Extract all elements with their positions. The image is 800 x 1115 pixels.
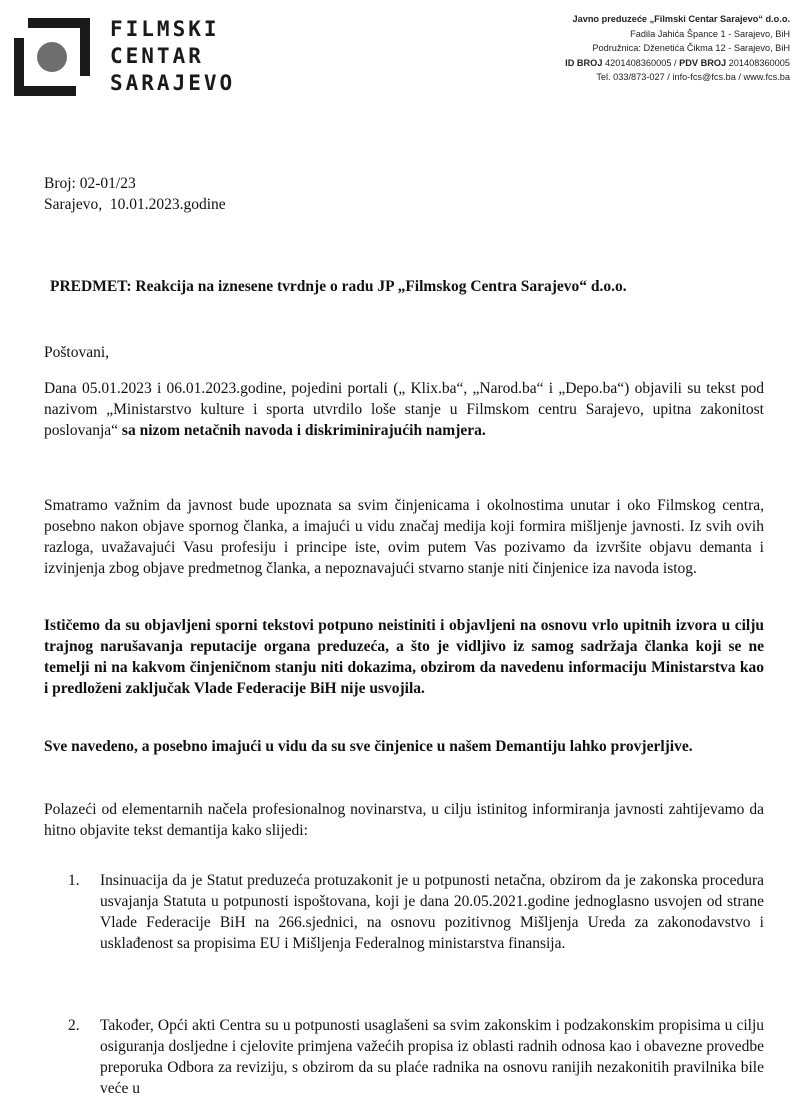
document-number: Broj: 02-01/23 [44,175,136,192]
logo-line-1: FILMSKI [110,17,220,41]
id-label: ID BROJ [565,57,603,68]
company-details [460,12,790,85]
id-value: 4201408360005 [605,57,672,68]
company-branch: Podružnica: Dženetića Čikma 12 - Sarajevo, BiH [592,43,790,54]
logo-line-3: SARAJEVO [110,71,236,95]
list-item [68,870,764,954]
document-meta [44,173,226,215]
pdv-label: PDV BROJ [679,57,727,68]
list-item-text: Insinuacija da je Statut preduzeća protuzakonit je u potpunosti netačna, obzirom da je zakonska procedura usvajanja Statuta u potpunosti ispoštovana, koji je dana 20.05.2021.godine jednoglasno usvojen od strane Vlade Federacije BiH na 266.sjednici, na osnovu pozitivnog Mišljenja Ureda za zakonodavstvo i usklađenost sa propisima EU i Mišljenja Federalnog ministarstva finansija. [100,872,764,952]
paragraph-2: Smatramo važnim da javnost bude upoznata sa svim činjenicama i okolnostima unutar i oko Filmskog centra, posebno nakon objave spornog članka, a imajući u vidu značaj medija koji formira mišljenje javnosti. Iz svih ovih razloga, uvažavajući Vasu profesiju i principe iste, ovim putem Vas pozivamo da izvršite objavu demanta i izvinjenja zbog objave predmetnog članka, a nepoznavajući stvarno stanje niti činjenice iza navoda istog. [44,497,764,577]
salutation: Poštovani, [44,344,110,361]
company-ids: ID BROJ 4201408360005 / PDV BROJ 201408360005 [565,57,790,68]
list-item-text: Također, Opći akti Centra su u potpunosti usaglašeni sa svim zakonskim i podzakonskim propisima u cilju osiguranja dosljedne i cjelovite primjena važećih propisa iz oblasti radnih odnosa kao i obavezne provedbe preporuka Odbora za reviziju, s obzirom da su plaće radnika na osnovu ranijih nezakonitih pravilnika bile veće u [100,1017,764,1097]
company-address: Fadila Jahića Špance 1 - Sarajevo, BiH [630,28,790,39]
paragraph-3: Ističemo da su objavljeni sporni tekstovi potpuno neistiniti i objavljeni na osnovu vrlo upitnih izvora u cilju trajnog narušavanja reputacije organa preduzeća, a što je vidljivo iz samog sadržaja članka koji se ne temelji ni na kakvom činjeničnom stanju niti dokazima, obzirom da navedenu informaciju Ministarstva kao i predloženi zaključak Vlade Federacije BiH nije usvojila. [44,617,764,697]
list-item-number: 1. [68,872,80,889]
list-item-number: 2. [68,1017,80,1034]
paragraph-1 [44,378,764,441]
company-contact: Tel. 033/873-027 / info-fcs@fcs.ba / www.fcs.ba [596,72,790,83]
paragraph-1-bold: sa nizom netačnih navoda i diskriminirajućih namjera. [121,422,486,439]
logo-wordmark [110,16,235,97]
logo-line-2: CENTAR [110,44,204,68]
pdv-value: 201408360005 [728,57,790,68]
company-name: Javno preduzeće „Filmski Centar Sarajevo“ d.o.o. [572,14,790,24]
list-item [68,1015,764,1099]
filmski-centar-logo [10,10,270,105]
document-subject: PREDMET: Reakcija na iznesene tvrdnje o radu JP „Filmskog Centra Sarajevo“ d.o.o. [50,278,627,295]
paragraph-1-text: Dana 05.01.2023 i 06.01.2023.godine, pojedini portali („ Klix.ba“, „Narod.ba“ i „Depo.ba“) objavili su tekst pod nazivom „Ministarstvo kulture i sporta utvrdilo loše stanje u Filmskom centru Sarajevo, upitna zakonitost poslovanja“ [44,380,764,439]
document-place-date: Sarajevo, 10.01.2023.godine [44,196,226,213]
paragraph-4: Sve navedeno, a posebno imajući u vidu da su sve činjenice u našem Demantiju lahko provjerljive. [44,738,693,755]
logo-mark-icon [10,14,94,100]
paragraph-5: Polazeći od elementarnih načela profesionalnog novinarstva, u cilju istinitog informiranja javnosti zahtijevamo da hitno objavite tekst demantija kako slijedi: [44,801,764,839]
